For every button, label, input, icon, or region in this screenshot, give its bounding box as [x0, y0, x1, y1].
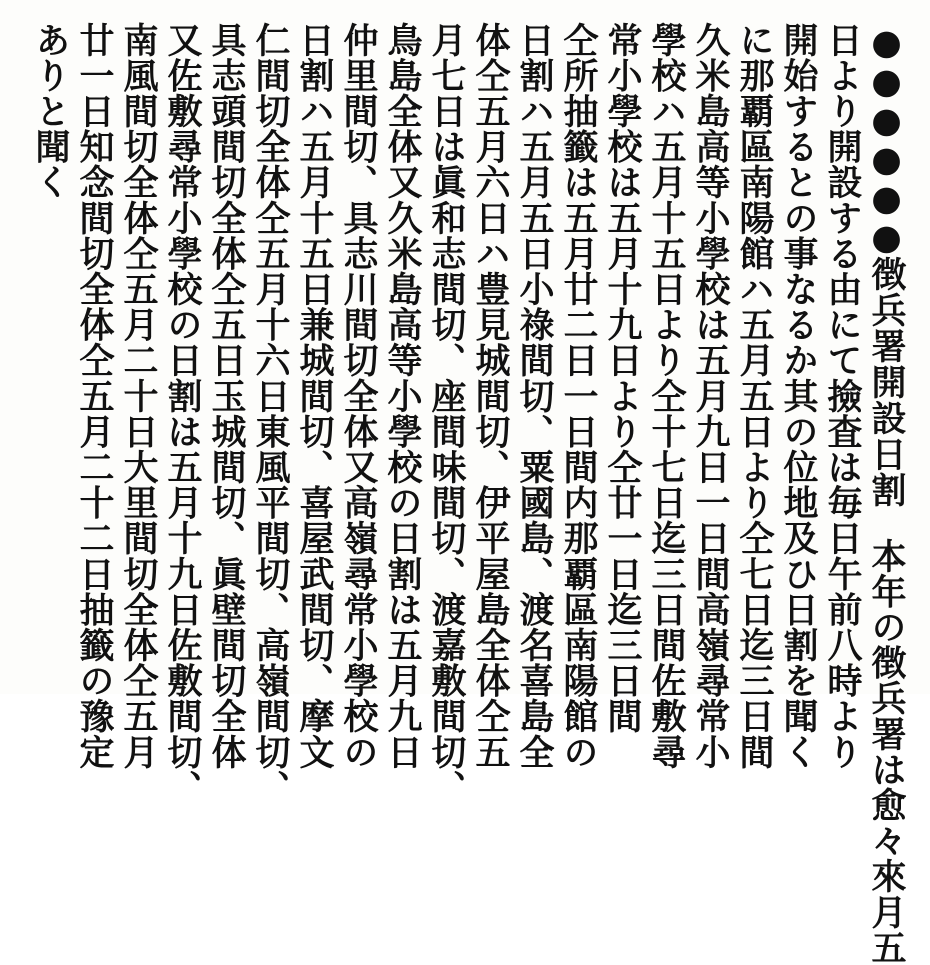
article-line: ありと聞く — [30, 22, 71, 200]
article-line: 本年の徴兵署は愈々來月五 — [866, 538, 907, 965]
article-line: 仲里間切、具志川間切全体又高嶺尋常小學校の — [338, 22, 379, 770]
emphasis-dots: ●●●●●● — [866, 22, 907, 256]
article-body — [22, 22, 908, 965]
article-line: 仁間切全体仝五月十六日東風平間切、高嶺間切、 — [250, 22, 291, 806]
article-line: 日割ハ五月五日小祿間切、粟國島、渡名喜島全 — [514, 22, 555, 770]
article-line: 廿一日知念間切全体仝五月二十二日抽籤の豫定 — [74, 22, 115, 770]
article-line: に那覇區南陽館ハ五月五日より仝七日迄三日間 — [734, 22, 775, 770]
article-line: 學校ハ五月十五日より仝十七日迄三日間佐敷尋 — [646, 22, 687, 770]
article-line: 南風間切全体仝五月二十日大里間切全体仝五月 — [118, 22, 159, 770]
article-line: 日より開設する由にて撿査は毎日午前八時より — [822, 22, 863, 770]
article-line: 体仝五月六日ハ豊見城間切、伊平屋島全体仝五 — [470, 22, 511, 770]
article-line: 具志頭間切全体仝五日玉城間切、眞壁間切全体 — [206, 22, 247, 770]
article-line: 鳥島全体又久米島高等小學校の日割は五月九日 — [382, 22, 423, 770]
article-line: 日割ハ五月十五日兼城間切、喜屋武間切、摩文 — [294, 22, 335, 770]
article-heading-line — [864, 22, 908, 965]
article-line: 仝所抽籤は五月廿二日一日間内那覇區南陽館の — [558, 22, 599, 770]
article-line: 開始するとの事なるか其の位地及ひ日割を聞く — [778, 22, 819, 770]
article-line: 又佐敷尋常小學校の日割は五月十九日佐敷間切、 — [162, 22, 203, 806]
article-line: 久米島高等小學校は五月九日一日間高嶺尋常小 — [690, 22, 731, 770]
article-line: 常小學校は五月十九日より仝廿一日迄三日間 — [602, 22, 643, 734]
article-line: 月七日は眞和志間切、座間味間切、渡嘉敷間切、 — [426, 22, 467, 806]
article-heading: 徴兵署開設日割 — [866, 256, 907, 508]
